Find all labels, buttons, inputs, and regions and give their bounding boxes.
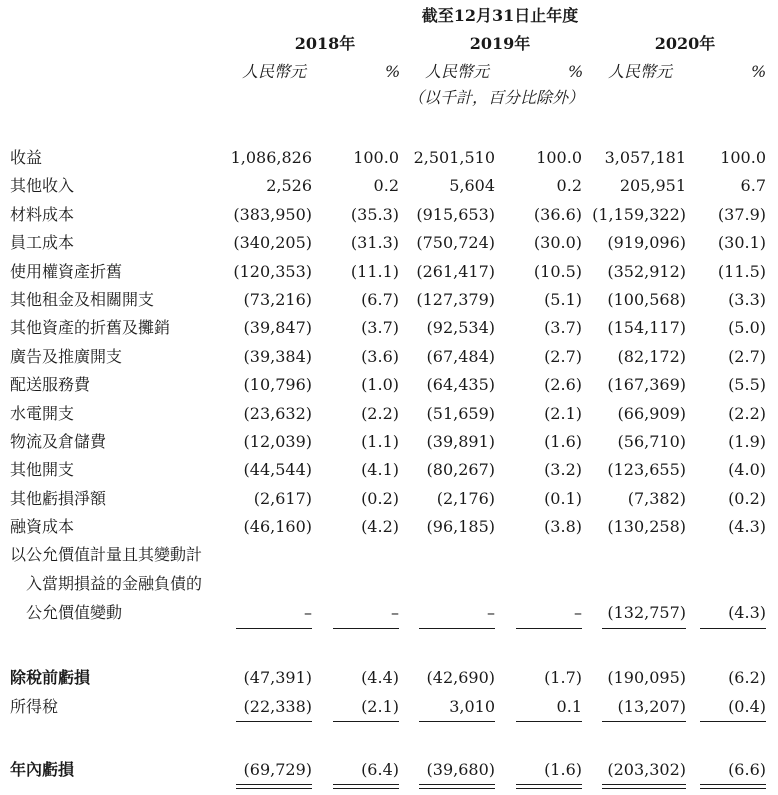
- period-title: 截至12月31日止年度: [421, 6, 579, 25]
- cell-2018-pct: (2.1): [361, 697, 399, 716]
- row-label: 員工成本: [10, 233, 75, 252]
- row-label: 其他虧損淨額: [10, 489, 107, 508]
- cell-2019-amount: (67,484): [426, 347, 495, 366]
- row-label: 其他租金及相關開支: [10, 290, 155, 309]
- cell-2019-pct: (1.7): [544, 668, 582, 687]
- cell-2020-pct: (6.2): [728, 668, 766, 687]
- cell-2019-pct: (36.6): [533, 205, 582, 224]
- double-underline-2019-pct: [516, 784, 582, 789]
- cell-2018-pct: 100.0: [353, 148, 399, 167]
- underline-2018-pct: [333, 628, 399, 629]
- cell-2020-amount: (203,302): [607, 760, 686, 779]
- cell-2018-amount: (383,950): [233, 205, 312, 224]
- underline-2020-pct: [700, 628, 766, 629]
- cell-2019-amount: 2,501,510: [413, 148, 495, 167]
- cell-2020-amount: 205,951: [619, 176, 686, 195]
- cell-2019-amount: (96,185): [426, 517, 495, 536]
- double-underline-2018-pct: [333, 784, 399, 789]
- cell-2019-pct: 0.1: [556, 697, 582, 716]
- fair-value-label-line1: 以公允價值計量且其變動計: [10, 545, 203, 564]
- cell-2020-pct: (4.3): [728, 603, 766, 622]
- cell-2018-amount: (10,796): [243, 375, 312, 394]
- currency-label-2020: 人民幣元: [608, 62, 673, 81]
- cell-2020-amount: (132,757): [607, 603, 686, 622]
- cell-2019-pct: (3.8): [544, 517, 582, 536]
- cell-2020-pct: (30.1): [717, 233, 766, 252]
- cell-2020-pct: (11.5): [717, 262, 766, 281]
- loss-before-tax-label: 除稅前虧損: [10, 668, 91, 687]
- cell-2019-pct: (0.1): [544, 489, 582, 508]
- cell-2020-amount: (130,258): [607, 517, 686, 536]
- cell-2018-pct: (1.1): [361, 432, 399, 451]
- double-underline-2018-amount: [236, 784, 312, 789]
- row-label: 其他開支: [10, 460, 75, 479]
- cell-2018-pct: –: [391, 603, 399, 622]
- unit-note: （以千計，百分比除外）: [408, 88, 585, 107]
- cell-2020-amount: (56,710): [617, 432, 686, 451]
- cell-2020-amount: (82,172): [617, 347, 686, 366]
- cell-2018-amount: (47,391): [243, 668, 312, 687]
- cell-2018-amount: (2,617): [253, 489, 312, 508]
- tax-underline-2018-pct: [333, 721, 399, 722]
- cell-2018-amount: (39,384): [243, 347, 312, 366]
- underline-2019-amount: [419, 628, 495, 629]
- fair-value-label-line3: 公允價值變動: [26, 603, 123, 622]
- double-underline-2020-pct: [700, 784, 766, 789]
- row-label: 其他資產的折舊及攤銷: [10, 318, 171, 337]
- cell-2020-pct: (2.7): [728, 347, 766, 366]
- cell-2018-pct: (3.7): [361, 318, 399, 337]
- cell-2019-pct: (3.2): [544, 460, 582, 479]
- cell-2020-amount: (190,095): [607, 668, 686, 687]
- cell-2018-pct: 0.2: [373, 176, 399, 195]
- cell-2019-amount: (64,435): [426, 375, 495, 394]
- cell-2019-pct: 100.0: [536, 148, 582, 167]
- cell-2019-amount: (39,680): [426, 760, 495, 779]
- cell-2020-amount: (7,382): [627, 489, 686, 508]
- cell-2018-pct: (6.7): [361, 290, 399, 309]
- cell-2019-pct: 0.2: [556, 176, 582, 195]
- cell-2018-amount: (22,338): [243, 697, 312, 716]
- tax-underline-2019-pct: [516, 721, 582, 722]
- cell-2018-pct: (1.0): [361, 375, 399, 394]
- underline-2018-amount: [236, 628, 312, 629]
- cell-2020-pct: (3.3): [728, 290, 766, 309]
- cell-2020-pct: 6.7: [740, 176, 766, 195]
- cell-2019-pct: (2.6): [544, 375, 582, 394]
- underline-2019-pct: [516, 628, 582, 629]
- cell-2018-amount: (340,205): [233, 233, 312, 252]
- cell-2018-amount: (120,353): [233, 262, 312, 281]
- year-2020-header: 2020年: [654, 34, 716, 53]
- cell-2019-pct: (1.6): [544, 760, 582, 779]
- cell-2020-pct: (1.9): [728, 432, 766, 451]
- cell-2020-amount: (352,912): [607, 262, 686, 281]
- cell-2019-amount: (42,690): [426, 668, 495, 687]
- cell-2018-pct: (3.6): [361, 347, 399, 366]
- year-2019-header: 2019年: [469, 34, 531, 53]
- loss-for-year-label: 年內虧損: [10, 760, 75, 779]
- cell-2018-pct: (6.4): [361, 760, 399, 779]
- cell-2020-pct: (0.4): [728, 697, 766, 716]
- row-label: 水電開支: [10, 404, 75, 423]
- cell-2018-pct: (4.1): [361, 460, 399, 479]
- row-label: 使用權資產折舊: [10, 262, 123, 281]
- cell-2018-pct: (0.2): [361, 489, 399, 508]
- cell-2020-pct: (0.2): [728, 489, 766, 508]
- year-2018-header: 2018年: [294, 34, 356, 53]
- cell-2020-amount: 3,057,181: [604, 148, 686, 167]
- percent-label-2019: %: [568, 62, 584, 81]
- cell-2020-amount: (66,909): [617, 404, 686, 423]
- cell-2019-amount: (80,267): [426, 460, 495, 479]
- row-label: 廣告及推廣開支: [10, 347, 123, 366]
- tax-underline-2020-amount: [602, 721, 686, 722]
- cell-2018-pct: (31.3): [350, 233, 399, 252]
- tax-underline-2019-amount: [419, 721, 495, 722]
- cell-2019-pct: (1.6): [544, 432, 582, 451]
- cell-2019-amount: (39,891): [426, 432, 495, 451]
- row-label: 物流及倉儲費: [10, 432, 107, 451]
- cell-2019-amount: 5,604: [449, 176, 495, 195]
- cell-2020-pct: (4.3): [728, 517, 766, 536]
- cell-2018-pct: (35.3): [350, 205, 399, 224]
- cell-2018-pct: (11.1): [350, 262, 399, 281]
- cell-2020-pct: (4.0): [728, 460, 766, 479]
- cell-2019-pct: (3.7): [544, 318, 582, 337]
- cell-2018-pct: (4.2): [361, 517, 399, 536]
- row-label: 材料成本: [10, 205, 75, 224]
- cell-2018-amount: 2,526: [266, 176, 312, 195]
- cell-2020-amount: (919,096): [607, 233, 686, 252]
- cell-2018-amount: (69,729): [243, 760, 312, 779]
- cell-2019-amount: (750,724): [416, 233, 495, 252]
- cell-2020-amount: (100,568): [607, 290, 686, 309]
- cell-2018-amount: 1,086,826: [230, 148, 312, 167]
- percent-label-2018: %: [385, 62, 401, 81]
- cell-2018-amount: (46,160): [243, 517, 312, 536]
- currency-label-2019: 人民幣元: [425, 62, 490, 81]
- cell-2019-amount: (2,176): [436, 489, 495, 508]
- double-underline-2019-amount: [419, 784, 495, 789]
- cell-2019-pct: (10.5): [533, 262, 582, 281]
- cell-2020-pct: (5.5): [728, 375, 766, 394]
- cell-2019-amount: –: [487, 603, 495, 622]
- cell-2019-pct: –: [574, 603, 582, 622]
- cell-2018-amount: –: [304, 603, 312, 622]
- cell-2019-pct: (30.0): [533, 233, 582, 252]
- cell-2018-pct: (4.4): [361, 668, 399, 687]
- row-label: 融資成本: [10, 517, 75, 536]
- fair-value-label-line2: 入當期損益的金融負債的: [26, 574, 203, 593]
- cell-2020-pct: (2.2): [728, 404, 766, 423]
- tax-underline-2020-pct: [700, 721, 766, 722]
- cell-2018-amount: (73,216): [243, 290, 312, 309]
- cell-2020-amount: (1,159,322): [592, 205, 686, 224]
- cell-2019-amount: (127,379): [416, 290, 495, 309]
- cell-2020-pct: (6.6): [728, 760, 766, 779]
- cell-2020-pct: (5.0): [728, 318, 766, 337]
- row-label: 其他收入: [10, 176, 75, 195]
- cell-2018-amount: (44,544): [243, 460, 312, 479]
- cell-2019-amount: (915,653): [416, 205, 495, 224]
- cell-2020-amount: (123,655): [607, 460, 686, 479]
- cell-2020-amount: (167,369): [607, 375, 686, 394]
- underline-2020-amount: [602, 628, 686, 629]
- cell-2019-amount: (261,417): [416, 262, 495, 281]
- cell-2019-amount: (51,659): [426, 404, 495, 423]
- cell-2020-amount: (154,117): [607, 318, 686, 337]
- cell-2018-amount: (23,632): [243, 404, 312, 423]
- cell-2019-pct: (2.1): [544, 404, 582, 423]
- cell-2018-amount: (12,039): [243, 432, 312, 451]
- double-underline-2020-amount: [602, 784, 686, 789]
- income-tax-label: 所得稅: [10, 697, 59, 716]
- cell-2020-pct: (37.9): [717, 205, 766, 224]
- tax-underline-2018-amount: [236, 721, 312, 722]
- cell-2020-pct: 100.0: [720, 148, 766, 167]
- cell-2019-pct: (2.7): [544, 347, 582, 366]
- cell-2018-pct: (2.2): [361, 404, 399, 423]
- currency-label-2018: 人民幣元: [242, 62, 307, 81]
- cell-2019-amount: 3,010: [449, 697, 495, 716]
- percent-label-2020: %: [751, 62, 767, 81]
- cell-2019-amount: (92,534): [426, 318, 495, 337]
- cell-2019-pct: (5.1): [544, 290, 582, 309]
- row-label: 收益: [10, 148, 43, 167]
- cell-2018-amount: (39,847): [243, 318, 312, 337]
- row-label: 配送服務費: [10, 375, 91, 394]
- cell-2020-amount: (13,207): [617, 697, 686, 716]
